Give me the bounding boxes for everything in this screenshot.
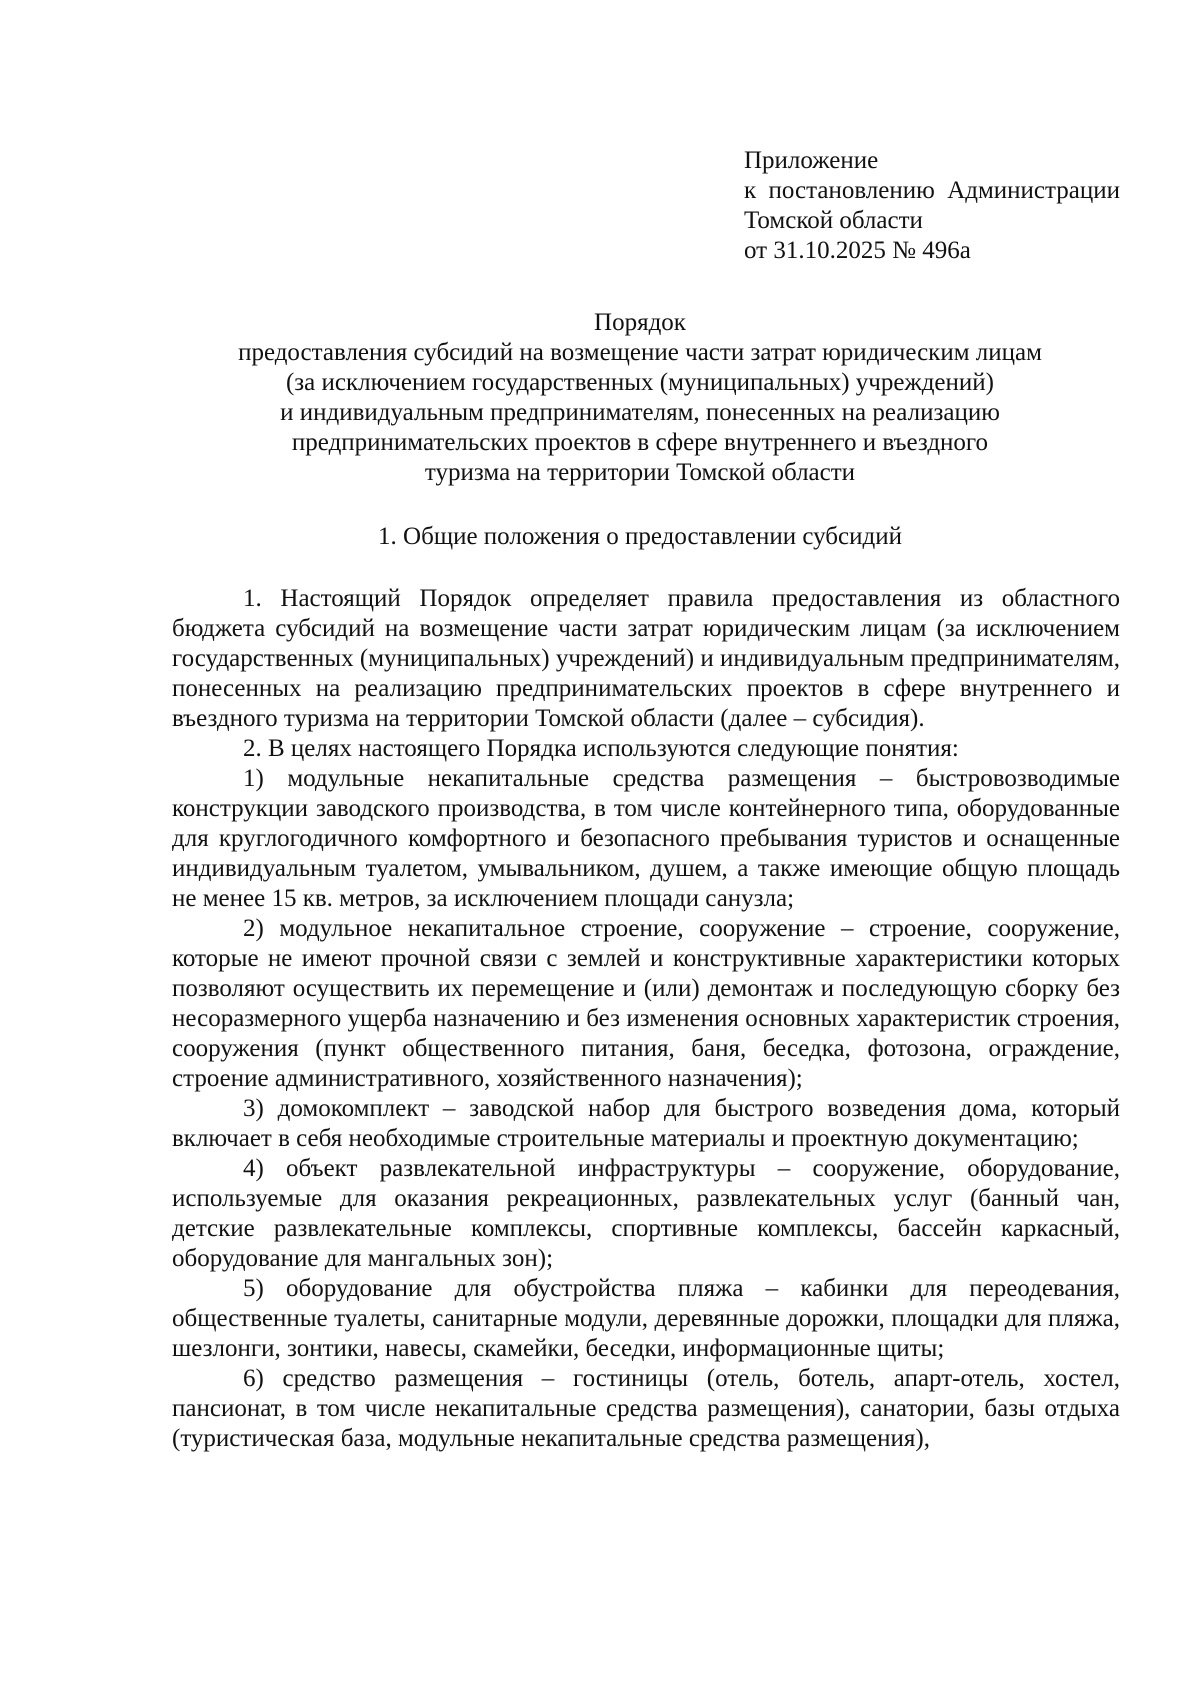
title-line: туризма на территории Томской области: [424, 459, 856, 486]
paragraph: 5) оборудование для обустройства пляжа – кабинки для переодевания, общественные туалеты, санитарные модули, деревянные дорожки, площадки для пляжа, шезлонги, зонтики, навесы, скамейки, беседки, информационные щиты;: [172, 1275, 1120, 1362]
paragraph: 3) домокомплект – заводской набор для быстрого возведения дома, который включает в себя необходимые строительные материалы и проектную документацию;: [172, 1095, 1120, 1152]
paragraph: 6) средство размещения – гостиницы (отель, ботель, апарт-отель, хостел, пансионат, в том числе некапитальные средства размещения), санатории, базы отдыха (туристическая база, модульные некапитальные средства размещения),: [172, 1365, 1120, 1452]
document-title: [160, 308, 1120, 488]
title-line: предпринимательских проектов в сфере внутреннего и въездного: [291, 429, 989, 456]
appendix-date-number: от 31.10.2025 № 496а: [744, 237, 971, 264]
appendix-block: [744, 146, 1120, 266]
paragraph: 2. В целях настоящего Порядка используются следующие понятия:: [243, 735, 959, 762]
title-line: (за исключением государственных (муниципальных) учреждений): [285, 369, 994, 396]
section-heading: 1. Общие положения о предоставлении субсидий: [378, 523, 902, 550]
document-body: [172, 584, 1120, 1454]
appendix-title: Приложение: [744, 147, 879, 174]
appendix-region-line: Томской области: [744, 207, 923, 234]
title-heading: Порядок: [594, 309, 686, 336]
appendix-resolution-line: к постановлению Администрации: [744, 177, 1120, 204]
paragraph: 1) модульные некапитальные средства размещения – быстровозводимые конструкции заводского производства, в том числе контейнерного типа, оборудованные для круглогодичного комфортного и безопасного пребывания туристов и оснащенные индивидуальным туалетом, умывальником, душем, а также имеющие общую площадь не менее 15 кв. метров, за исключением площади санузла;: [172, 765, 1120, 912]
paragraph: 4) объект развлекательной инфраструктуры – сооружение, оборудование, используемые для оказания рекреационных, развлекательных услуг (банный чан, детские развлекательные комплексы, спортивные комплексы, бассейн каркасный, оборудование для мангальных зон);: [172, 1155, 1120, 1272]
title-line: предоставления субсидий на возмещение части затрат юридическим лицам: [238, 339, 1042, 366]
title-line: и индивидуальным предпринимателям, понесенных на реализацию: [280, 399, 1000, 426]
paragraph: 1. Настоящий Порядок определяет правила предоставления из областного бюджета субсидий на возмещение части затрат юридическим лицам (за исключением государственных (муниципальных) учреждений) и индивидуальным предпринимателям, понесенных на реализацию предпринимательских проектов в сфере внутреннего и въездного туризма на территории Томской области (далее – субсидия).: [172, 585, 1120, 732]
paragraph: 2) модульное некапитальное строение, сооружение – строение, сооружение, которые не имеют прочной связи с землей и конструктивные характеристики которых позволяют осуществить их перемещение и (или) демонтаж и последующую сборку без несоразмерного ущерба назначению и без изменения основных характеристик строения, сооружения (пункт общественного питания, баня, беседка, фотозона, ограждение, строение административного, хозяйственного назначения);: [172, 915, 1120, 1092]
